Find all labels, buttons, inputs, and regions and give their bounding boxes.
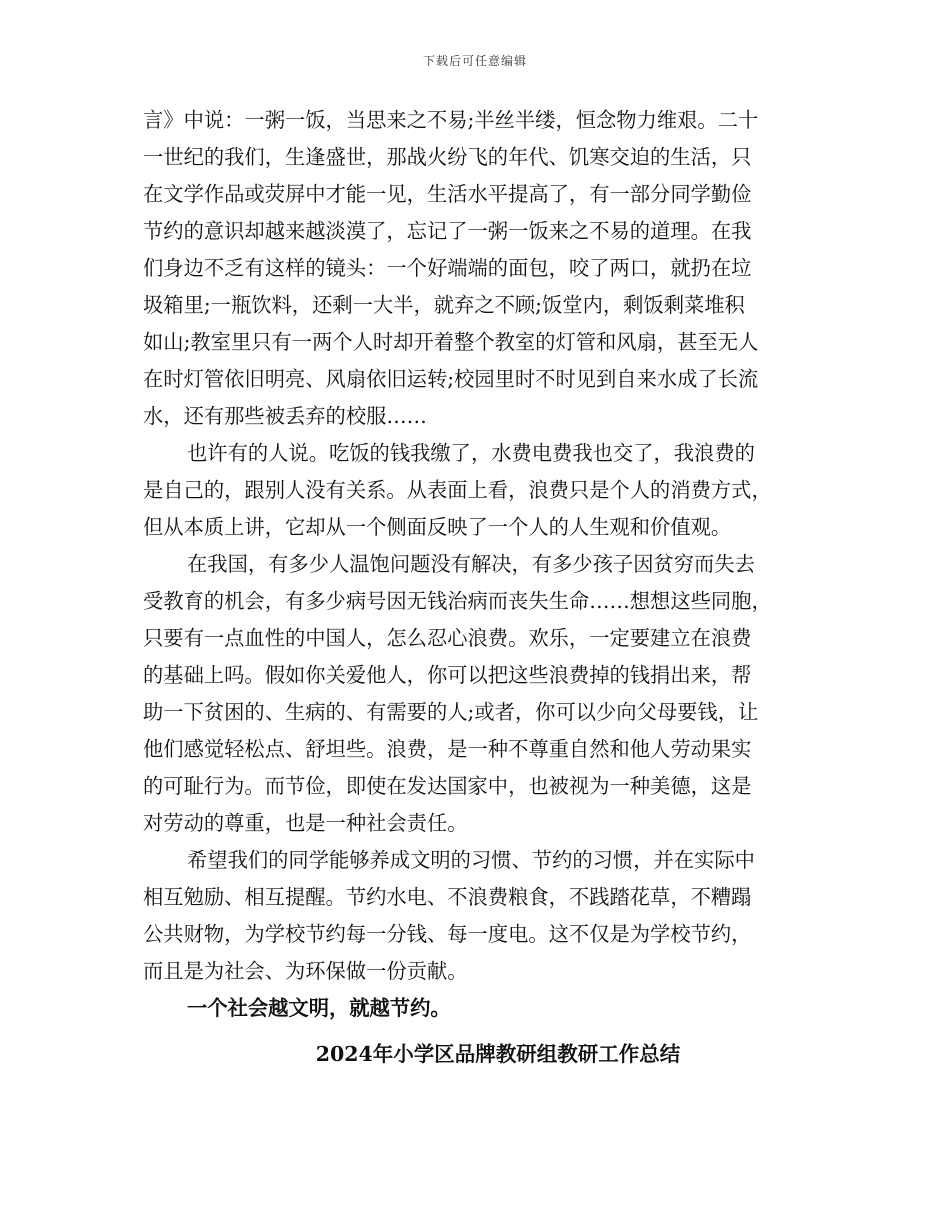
text-line: 是自己的，跟别人没有关系。从表面上看，浪费只是个人的消费方式， — [143, 478, 772, 502]
text-line: 如山;教室里只有一两个人时却开着整个教室的灯管和风扇，甚至无人 — [143, 330, 759, 354]
text-line: 一世纪的我们，生逢盛世，那战火纷飞的年代、饥寒交迫的生活，只 — [143, 145, 752, 169]
text-line: 在文学作品或荧屏中才能一见，生活水平提高了，有一部分同学勤俭 — [143, 182, 752, 206]
text-line: 的基础上吗。假如你关爱他人，你可以把这些浪费掉的钱捐出来，帮 — [143, 663, 752, 687]
paragraph-first-line: 在我国，有多少人温饱问题没有解决，有多少孩子因贫穷而失去 — [187, 552, 755, 576]
document-body — [143, 102, 813, 1027]
section-title: 2024年小学区品牌教研组教研工作总结 — [315, 1042, 681, 1066]
bold-closing-line: 一个社会越文明，就越节约。 — [187, 996, 451, 1020]
text-line: 而且是为社会、为环保做一份贡献。 — [143, 959, 468, 983]
text-line: 但从本质上讲，它却从一个侧面反映了一个人的人生观和价值观。 — [143, 515, 732, 539]
text-line: 圾箱里;一瓶饮料，还剩一大半，就弃之不顾;饭堂内，剩饭剩菜堆积 — [143, 293, 745, 317]
text-line: 只要有一点血性的中国人，怎么忍心浪费。欢乐，一定要建立在浪费 — [143, 626, 752, 650]
text-line: 受教育的机会，有多少病号因无钱治病而丧失生命……想想这些同胞， — [143, 589, 772, 613]
paragraph-first-line: 也许有的人说。吃饭的钱我缴了，水费电费我也交了，我浪费的 — [187, 441, 755, 465]
text-line: 节约的意识却越来越淡漠了，忘记了一粥一饭来之不易的道理。在我 — [143, 219, 752, 243]
text-line: 公共财物，为学校节约每一分钱、每一度电。这不仅是为学校节约， — [143, 922, 752, 946]
text-line: 的可耻行为。而节俭，即使在发达国家中，也被视为一种美德，这是 — [143, 774, 752, 798]
page-header: 下载后可任意编辑 — [422, 54, 527, 68]
paragraph-first-line: 希望我们的同学能够养成文明的习惯、节约的习惯，并在实际中 — [187, 848, 755, 872]
text-line: 助一下贫困的、生病的、有需要的人;或者，你可以少向父母要钱，让 — [143, 700, 759, 724]
text-line: 在时灯管依旧明亮、风扇依旧运转;校园里时不时见到自来水成了长流 — [143, 367, 759, 391]
text-line: 对劳动的尊重，也是一种社会责任。 — [143, 811, 468, 835]
text-line: 们身边不乏有这样的镜头：一个好端端的面包，咬了两口，就扔在垃 — [143, 256, 752, 280]
text-line: 他们感觉轻松点、舒坦些。浪费，是一种不尊重自然和他人劳动果实 — [143, 737, 752, 761]
text-line: 言》中说：一粥一饭，当思来之不易;半丝半缕，恒念物力维艰。二十 — [143, 108, 759, 132]
text-line: 相互勉励、相互提醒。节约水电、不浪费粮食，不践踏花草，不糟蹋 — [143, 885, 752, 909]
text-line: 水，还有那些被丢弃的校服…… — [143, 404, 427, 428]
